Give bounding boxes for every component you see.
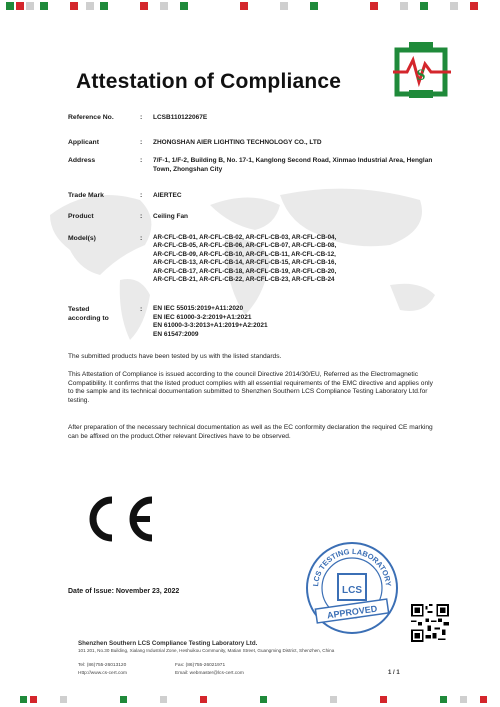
model-line: AR-CFL-CB-05, AR-CFL-CB-06, AR-CFL-CB-07, AR-CFL-CB-08, [153,242,337,250]
footer-address: 101 201, No.30 Building, Xialang Industrial Zone, Heshuikou Community, Matian Street, Guangming District, Shenzhen, China [78,648,335,653]
stamp-top-text: LCS TESTING LABORATORY [310,546,394,587]
lcs-logo [393,42,451,98]
footer-lab-name: Shenzhen Southern LCS Compliance Testing Laboratory Ltd. [78,640,258,647]
footer-fax: Fax: (86)755-26021971 [175,663,226,668]
applicant-value: ZHONGSHAN AIER LIGHTING TECHNOLOGY CO., LTD [153,139,322,146]
approved-stamp [304,540,400,636]
model-line: AR-CFL-CB-21, AR-CFL-CB-22, AR-CFL-CB-23, AR-CFL-CB-24 [153,276,335,284]
product-label: Product [68,213,94,220]
colon: : [140,192,143,199]
reference-value: LCSB110122067E [153,114,208,121]
statement-paragraph-2: This Attestation of Compliance is issued according to the council Directive 2014/30/EU, Referred as the Electromagnetic Compatibility. It confirms that the listed product complies with all essential requirements of the EMC directive and applies only to the sample and its technical documentation submitted to Shenzhen Southern LCS Compliance Testing Laboratory Ltd.for testing. [68,371,433,405]
model-line: AR-CFL-CB-17, AR-CFL-CB-18, AR-CFL-CB-19, AR-CFL-CB-20, [153,267,337,275]
footer-web[interactable]: Http://www.cs-cert.com [78,671,128,676]
standard-line: EN 61000-3-3:2013+A1:2019+A2:2021 [153,322,268,330]
model-line: AR-CFL-CB-01, AR-CFL-CB-02, AR-CFL-CB-03, AR-CFL-CB-04, [153,234,337,241]
statement-paragraph-3: After preparation of the necessary technical documentation as well as the EC conformity declaration the required CE marking can be affixed on the product.Other relevant Directives have to be observed. [68,424,433,440]
ce-mark [78,494,158,544]
models-list [153,234,443,284]
trade-mark-label: Trade Mark [68,192,104,199]
issue-date: Date of Issue: November 23, 2022 [68,588,180,595]
standard-line: EN 61547:2009 [153,330,199,338]
colon: : [140,114,143,121]
stamp-center-text: LCS [342,585,362,596]
footer-tel: Tel: (86)755-26013120 [78,663,127,668]
standard-line: EN IEC 61000-3-2:2019+A1:2021 [153,313,252,321]
standards-list [153,305,438,339]
statement-paragraph-1: The submitted products have been tested by us with the listed standards. [68,353,282,360]
model-line: AR-CFL-CB-13, AR-CFL-CB-14, AR-CFL-CB-15, AR-CFL-CB-16, [153,259,337,267]
applicant-label: Applicant [68,139,99,146]
document-title: Attestation of Compliance [76,70,342,93]
models-label: Model(s) [68,235,96,242]
tested-label [68,306,132,323]
trade-mark-value: AIERTEC [153,192,182,199]
colon: : [140,157,143,164]
top-border [0,0,500,14]
model-line: AR-CFL-CB-09, AR-CFL-CB-10, AR-CFL-CB-11, AR-CFL-CB-12, [153,250,336,258]
colon: : [140,139,143,146]
address-value: 7/F-1, 1/F-2, Building B, No. 17-1, Kanglong Second Road, Xinmao Industrial Area, Henglan Town, Zhongshan City [153,157,433,174]
page-number: 1 / 1 [388,670,400,676]
product-value: Ceiling Fan [153,213,189,220]
svg-text:S: S [416,67,426,84]
colon: : [140,213,143,220]
tested-label-line2: according to [68,314,109,322]
stamp-approved-text: APPROVED [326,603,378,621]
address-label: Address [68,157,96,164]
bottom-border [0,693,500,707]
colon: : [140,235,143,242]
footer-email[interactable]: Email: webmaster@lcs-cert.com [175,671,244,676]
standard-line: EN IEC 55015:2019+A11:2020 [153,305,244,312]
colon: : [140,306,143,313]
reference-label: Reference No. [68,114,114,121]
qr-code [411,604,449,642]
tested-label-line1: Tested [68,306,90,313]
